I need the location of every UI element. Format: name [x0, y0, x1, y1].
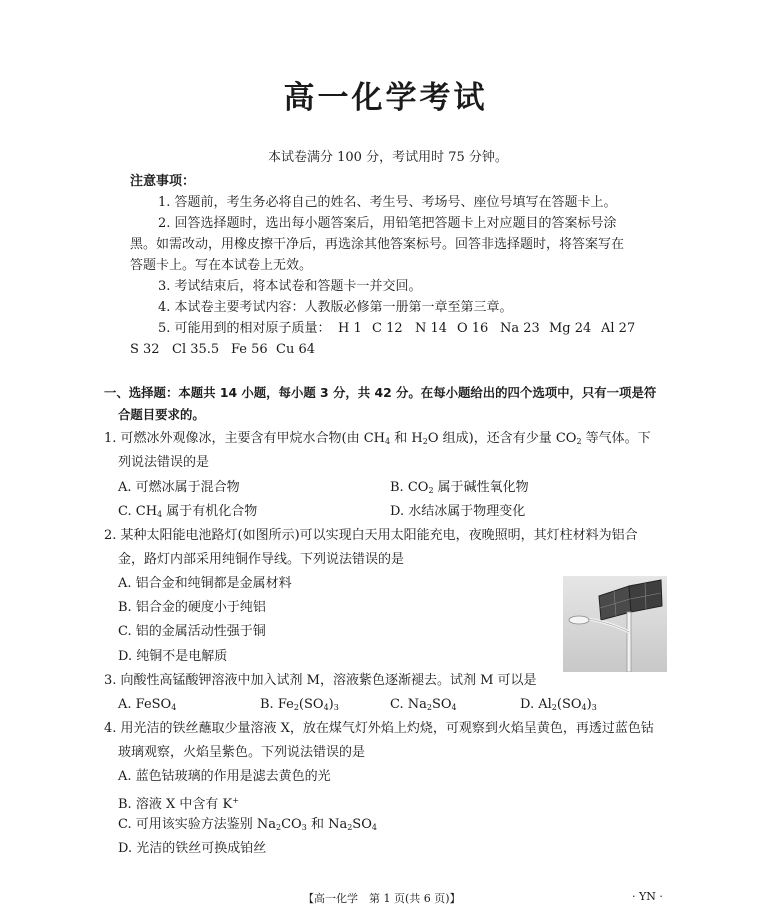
section-heading-line-1: 一、选择题：本题共 14 小题，每小题 3 分，共 42 分。在每小题给出的四个选项中，只有一项是符 [104, 385, 657, 400]
footer-page-label: 【高一化学 第 1 页(共 6 页)】 [303, 892, 461, 905]
atomic-mass-h: H 1 [338, 321, 362, 336]
note-2-line-3: 答题卡上。写在本试卷上无效。 [130, 258, 313, 273]
atomic-mass-c: C 12 [372, 321, 403, 336]
solar-lamp-icon [563, 576, 667, 672]
note-1: 1. 答题前，考生务必将自己的姓名、考生号、考场号、座位号填写在答题卡上。 [158, 195, 617, 210]
q3-option-c: C. $Na_2SO_4$ [390, 697, 457, 712]
page-title: 高一化学考试 [283, 80, 488, 116]
q2-stem-line-2: 金，路灯内部采用纯铜作导线。下列说法错误的是 [118, 552, 405, 567]
q4-option-a: A. 蓝色钴玻璃的作用是滤去黄色的光 [118, 769, 331, 784]
atomic-mass-s: S 32 [130, 342, 160, 357]
q3-option-a: A. FeSO$_4$ [118, 697, 177, 712]
q2-option-a: A. 铝合金和纯铜都是金属材料 [118, 576, 292, 591]
atomic-mass-o: O 16 [457, 321, 489, 336]
atomic-mass-mg: Mg 24 [549, 321, 592, 336]
q4-option-b: B. 溶液 X 中含有 K+ [118, 796, 239, 812]
atomic-mass-al: Al 27 [601, 321, 636, 336]
q4-stem-line-2: 玻璃观察，火焰呈紫色。下列说法错误的是 [118, 745, 366, 760]
q2-option-b: B. 铝合金的硬度小于纯铝 [118, 600, 266, 615]
atomic-mass-n: N 14 [415, 321, 448, 336]
atomic-mass-cu: Cu 64 [276, 342, 315, 357]
section-heading-line-2: 合题目要求的。 [118, 407, 205, 422]
note-3: 3. 考试结束后，将本试卷和答题卡一并交回。 [158, 279, 422, 294]
q1-option-a: A. 可燃冰属于混合物 [118, 480, 240, 495]
note-4: 4. 本试卷主要考试内容：人教版必修第一册第一章至第三章。 [158, 300, 513, 315]
q4-option-d: D. 光洁的铁丝可换成铂丝 [118, 841, 267, 856]
q2-stem-line-1: 2. 某种太阳能电池路灯(如图所示)可以实现白天用太阳能充电，夜晚照明，其灯柱材料为铝合 [104, 528, 638, 543]
atomic-mass-fe: Fe 56 [231, 342, 268, 357]
q4-option-c: C. 可用该实验方法鉴别 $Na_2CO_3$ 和 $Na_2SO_4$ [118, 817, 377, 832]
q2-option-d: D. 纯铜不是电解质 [118, 649, 228, 664]
q3-option-d: D. $Al_2(SO_4)_3$ [520, 697, 597, 712]
note-2-line-1: 2. 回答选择题时，选出每小题答案后，用铅笔把答题卡上对应题目的答案标号涂 [158, 216, 617, 231]
atomic-mass-cl: Cl 35.5 [172, 342, 220, 357]
note-2-line-2: 黑。如需改动，用橡皮擦干净后，再选涂其他答案标号。回答非选择题时，将答案写在 [130, 237, 625, 252]
q3-stem: 3. 向酸性高锰酸钾溶液中加入试剂 M，溶液紫色逐渐褪去。试剂 M 可以是 [104, 673, 537, 688]
q4-stem-line-1: 4. 用光洁的铁丝蘸取少量溶液 X，放在煤气灯外焰上灼烧，可观察到火焰呈黄色，再透过蓝色钴 [104, 721, 654, 736]
atomic-mass-na: Na 23 [500, 321, 540, 336]
q1-option-c: C. $CH_4$ 属于有机化合物 [118, 504, 258, 519]
q1-stem-line-1: 1. 可燃冰外观像冰，主要含有甲烷水合物(由 $CH_4$ 和 $H_2O$ 组成)，还含有少量 $CO_2$ 等气体。下 [104, 431, 651, 446]
solar-street-lamp-figure [563, 576, 667, 672]
footer-code: · YN · [632, 890, 663, 903]
note-5-label: 5. 可能用到的相对原子质量： [158, 321, 331, 336]
notes-heading: 注意事项： [130, 174, 196, 189]
q1-option-b: B. $CO_2$ 属于碱性氧化物 [390, 480, 529, 495]
q2-option-c: C. 铝的金属活动性强于铜 [118, 624, 266, 639]
exam-summary: 本试卷满分 100 分，考试用时 75 分钟。 [268, 150, 508, 165]
q3-option-b: B. $Fe_2(SO_4)_3$ [260, 697, 339, 712]
q1-stem-line-2: 列说法错误的是 [118, 455, 210, 470]
q1-option-d: D. 水结冰属于物理变化 [390, 504, 526, 519]
